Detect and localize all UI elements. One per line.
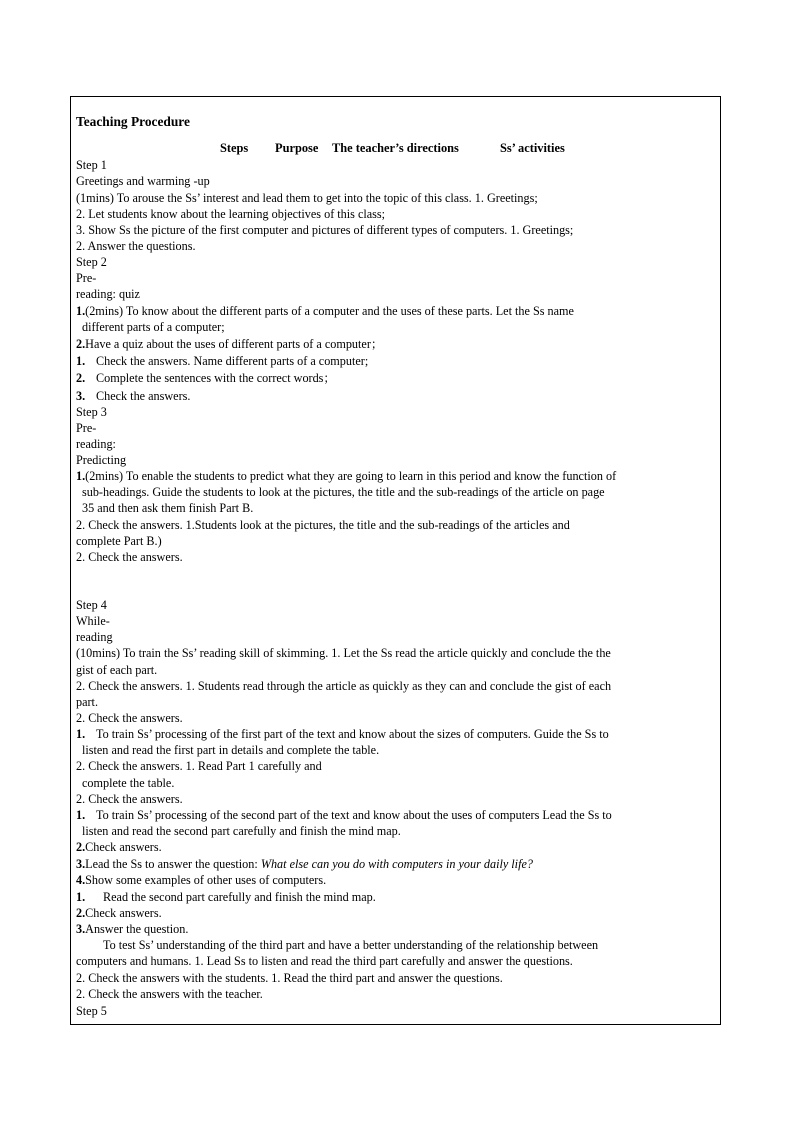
text-line: While- (76, 614, 110, 628)
text-line: 2. Check the answers. 1. Students read through the article as quickly as they can and conclude the gist of each (76, 679, 612, 693)
text-line: complete Part B.) (76, 534, 162, 548)
text-line (76, 370, 336, 386)
text-line: 2. Check the answers with the teacher. (76, 987, 263, 1001)
list-number: 2. (76, 371, 86, 385)
list-number: 1. (76, 469, 86, 483)
text-line: complete the table. (82, 776, 175, 790)
text-line: To test Ss’ understanding of the third part and have a better understanding of the relationship between (103, 938, 599, 952)
list-text: Lead the Ss to answer the question: (85, 857, 261, 871)
text-line: Step 4 (76, 598, 107, 612)
page-title: Teaching Procedure (76, 114, 190, 129)
list-number: 2. (76, 906, 86, 920)
list-number: 1. (76, 304, 86, 318)
header-purpose: Purpose (275, 141, 319, 155)
list-text: To train Ss’ processing of the first part of the text and know about the sizes of computers. Guide the Ss to (96, 727, 609, 741)
text-line: reading (76, 630, 113, 644)
text-line (76, 336, 383, 352)
text-line: Step 2 (76, 255, 107, 269)
list-text: Check answers. (85, 906, 162, 920)
header-steps: Steps (220, 141, 249, 155)
text-line: listen and read the second part carefully and finish the mind map. (82, 824, 401, 838)
text-line (76, 303, 574, 319)
text-line (76, 905, 162, 921)
text-line (76, 856, 533, 872)
text-line: 2. Check the answers. 1.Students look at the pictures, the title and the sub-readings of the articles and (76, 518, 570, 532)
header-activities: Ss’ activities (500, 141, 565, 155)
text-line: gist of each part. (76, 663, 158, 677)
text-line: 2. Answer the questions. (76, 239, 196, 253)
list-text: Check the answers. (96, 389, 191, 403)
list-number: 1. (76, 890, 86, 904)
text-line (76, 353, 368, 369)
text-line: sub-headings. Guide the students to look at the pictures, the title and the sub-readings of the article on page (82, 485, 605, 499)
list-text: (2mins) To enable the students to predict what they are going to learn in this period and know the function of (85, 469, 617, 483)
text-line: (10mins) To train the Ss’ reading skill of skimming. 1. Let the Ss read the article quickly and conclude the the (76, 646, 611, 660)
list-number: 3. (76, 922, 86, 936)
list-number: 2. (76, 337, 86, 351)
list-text: Show some examples of other uses of computers. (85, 873, 327, 887)
list-number: 1. (76, 727, 86, 741)
text-line: 2. Check the answers with the students. 1. Read the third part and answer the questions. (76, 971, 503, 985)
text-line: reading: quiz (76, 287, 140, 301)
text-line: 35 and then ask them finish Part B. (82, 501, 254, 515)
text-line: reading: (76, 437, 116, 451)
text-line: 2. Let students know about the learning objectives of this class; (76, 207, 386, 221)
text-line: different parts of a computer; (82, 320, 225, 334)
text-line: 2. Check the answers. 1. Read Part 1 carefully and (76, 759, 322, 773)
list-number: 4. (76, 873, 86, 887)
list-text: (2mins) To know about the different parts of a computer and the uses of these parts. Let the Ss name (85, 304, 574, 318)
text-line: Greetings and warming -up (76, 174, 210, 188)
list-number: 3. (76, 389, 86, 403)
text-line: Step 3 (76, 405, 107, 419)
list-text: Check the answers. Name different parts of a computer; (96, 354, 369, 368)
question-text: What else can you do with computers in your daily life? (260, 857, 533, 871)
text-line (76, 468, 616, 484)
text-line (76, 807, 612, 823)
text-line: Predicting (76, 453, 127, 467)
text-line (76, 388, 190, 404)
header-directions: The teacher’s directions (332, 141, 459, 155)
text-line (76, 921, 188, 937)
text-line: 2. Check the answers. (76, 792, 183, 806)
list-text: Have a quiz about the uses of different parts of a computer； (85, 337, 384, 351)
text-line: 2. Check the answers. (76, 550, 183, 564)
list-text: To train Ss’ processing of the second part of the text and know about the uses of computers Lead the Ss to (96, 808, 612, 822)
text-line (76, 726, 609, 742)
text-line: part. (76, 695, 98, 709)
list-text: Read the second part carefully and finish the mind map. (103, 890, 376, 904)
text-line: Step 1 (76, 158, 107, 172)
text-line: 2. Check the answers. (76, 711, 183, 725)
text-line: Pre- (76, 271, 97, 285)
list-text: Complete the sentences with the correct words； (96, 371, 336, 385)
text-line (76, 889, 376, 905)
text-line: Pre- (76, 421, 97, 435)
text-line (76, 839, 162, 855)
text-line: (1mins) To arouse the Ss’ interest and lead them to get into the topic of this class. 1. Greetings; (76, 191, 538, 205)
list-number: 1. (76, 808, 86, 822)
text-line (76, 872, 326, 888)
list-text: Answer the question. (85, 922, 189, 936)
list-number: 1. (76, 354, 86, 368)
list-number: 2. (76, 840, 86, 854)
text-line: 3. Show Ss the picture of the first computer and pictures of different types of computers. 1. Greetings; (76, 223, 574, 237)
text-line: listen and read the first part in details and complete the table. (82, 743, 380, 757)
list-number: 3. (76, 857, 86, 871)
text-line: computers and humans. 1. Lead Ss to listen and read the third part carefully and answer the questions. (76, 954, 573, 968)
text-line: Step 5 (76, 1004, 107, 1018)
list-text: Check answers. (85, 840, 162, 854)
